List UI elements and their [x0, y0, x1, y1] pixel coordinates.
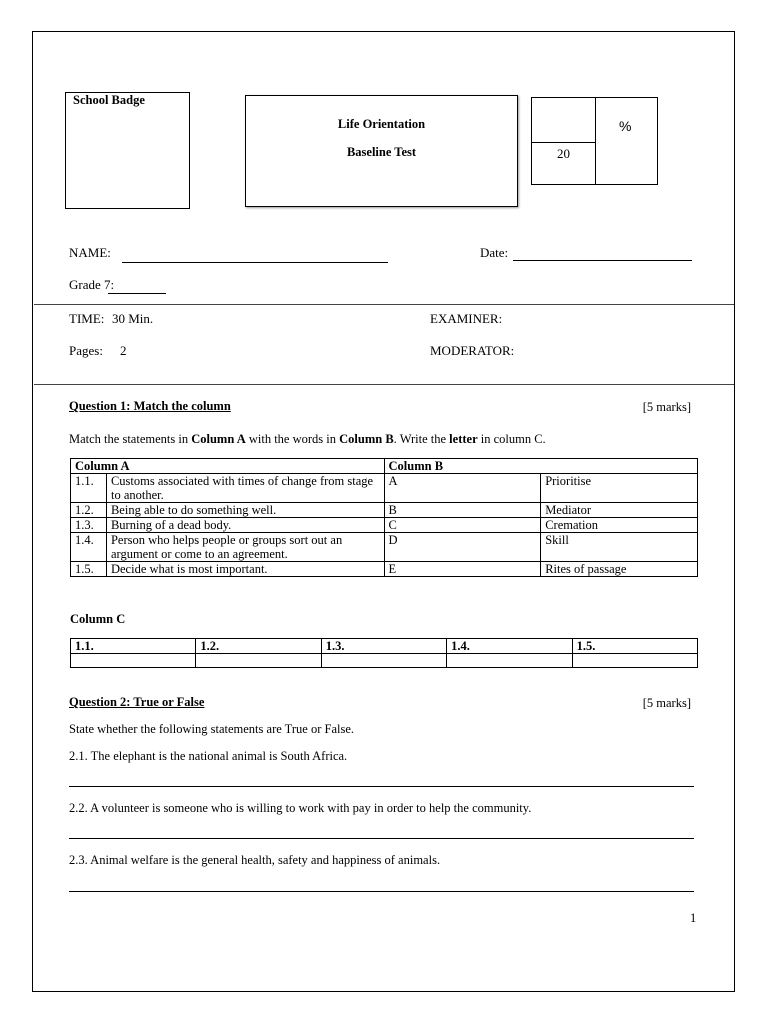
q1-instr-letter: letter [449, 432, 478, 446]
q1-instr-part: in column C. [477, 432, 546, 446]
col-c-header: 1.2. [196, 639, 321, 654]
row-word: Skill [541, 533, 698, 562]
table-row [71, 503, 698, 518]
row-word: Prioritise [541, 474, 698, 503]
score-horizontal-divider [532, 142, 595, 143]
q1-instr-part: Match the statements in [69, 432, 192, 446]
answer-cell[interactable] [572, 654, 697, 668]
row-word: Mediator [541, 503, 698, 518]
q1-title: Question 1: Match the column [69, 399, 231, 413]
col-b-header: Column B [384, 459, 698, 474]
row-letter: B [384, 503, 541, 518]
row-statement: Decide what is most important. [106, 562, 384, 577]
answer-cell[interactable] [196, 654, 321, 668]
row-number: 1.5. [71, 562, 107, 577]
page-number: 1 [690, 911, 697, 925]
q2-statement: 2.3. Animal welfare is the general health, safety and happiness of animals. [69, 853, 441, 867]
answer-cell[interactable] [447, 654, 572, 668]
school-badge-label: School Badge [73, 93, 145, 107]
title-box [245, 95, 518, 207]
row-number: 1.4. [71, 533, 107, 562]
match-table-header [71, 459, 698, 474]
date-line[interactable] [513, 260, 692, 261]
grade-label: Grade 7: [69, 277, 115, 292]
divider-top [34, 304, 734, 305]
answer-line[interactable] [69, 786, 694, 787]
row-word: Cremation [541, 518, 698, 533]
col-c-header-row [71, 639, 698, 654]
name-line[interactable] [122, 262, 388, 263]
table-row [71, 518, 698, 533]
row-letter: A [384, 474, 541, 503]
table-row [71, 474, 698, 503]
row-statement: Burning of a dead body. [106, 518, 384, 533]
answer-line[interactable] [69, 838, 694, 839]
q1-instr-part: . Write the [393, 432, 450, 446]
col-c-header: 1.4. [447, 639, 572, 654]
date-label: Date: [480, 245, 509, 260]
test-name: Baseline Test [346, 145, 417, 159]
col-c-header: 1.3. [321, 639, 446, 654]
row-number: 1.2. [71, 503, 107, 518]
divider-bottom [34, 384, 734, 385]
answer-line[interactable] [69, 891, 694, 892]
pages-label: Pages: [69, 343, 103, 358]
table-row [71, 533, 698, 562]
row-number: 1.1. [71, 474, 107, 503]
examiner-label: EXAMINER: [430, 311, 503, 326]
answer-cell[interactable] [321, 654, 446, 668]
q2-statement: 2.1. The elephant is the national animal is South Africa. [69, 749, 348, 763]
row-statement: Person who helps people or groups sort out an argument or come to an agreement. [106, 533, 384, 562]
score-percent: % [619, 118, 632, 134]
score-total: 20 [557, 146, 570, 161]
answer-cell[interactable] [71, 654, 196, 668]
q1-instr-part: with the words in [245, 432, 340, 446]
row-letter: C [384, 518, 541, 533]
table-row [71, 562, 698, 577]
row-statement: Customs associated with times of change from stage to another. [106, 474, 384, 503]
col-c-answer-row [71, 654, 698, 668]
row-statement: Being able to do something well. [106, 503, 384, 518]
grade-line[interactable] [108, 293, 166, 294]
school-badge-box [65, 92, 190, 209]
q2-marks: [5 marks] [642, 696, 691, 710]
time-value: 30 Min. [112, 311, 154, 326]
q1-marks: [5 marks] [642, 400, 691, 414]
col-c-header: 1.1. [71, 639, 196, 654]
q1-instr-col-b: Column B [339, 432, 394, 446]
score-box [531, 97, 658, 185]
col-c-table [70, 638, 698, 668]
q1-instr-col-a: Column A [191, 432, 246, 446]
col-a-header: Column A [71, 459, 385, 474]
pages-value: 2 [120, 343, 127, 358]
name-label: NAME: [69, 245, 111, 260]
q1-instruction [69, 432, 546, 447]
q2-statement: 2.2. A volunteer is someone who is willing to work with pay in order to help the community. [69, 801, 532, 815]
match-table [70, 458, 698, 577]
q2-title: Question 2: True or False [69, 695, 205, 709]
score-vertical-divider [595, 98, 596, 184]
time-label: TIME: [69, 311, 105, 326]
subject-title: Life Orientation [337, 117, 426, 131]
row-letter: D [384, 533, 541, 562]
row-letter: E [384, 562, 541, 577]
row-number: 1.3. [71, 518, 107, 533]
row-word: Rites of passage [541, 562, 698, 577]
col-c-header: 1.5. [572, 639, 697, 654]
q2-instruction: State whether the following statements are True or False. [69, 722, 355, 736]
col-c-title: Column C [70, 612, 126, 626]
moderator-label: MODERATOR: [430, 343, 515, 358]
